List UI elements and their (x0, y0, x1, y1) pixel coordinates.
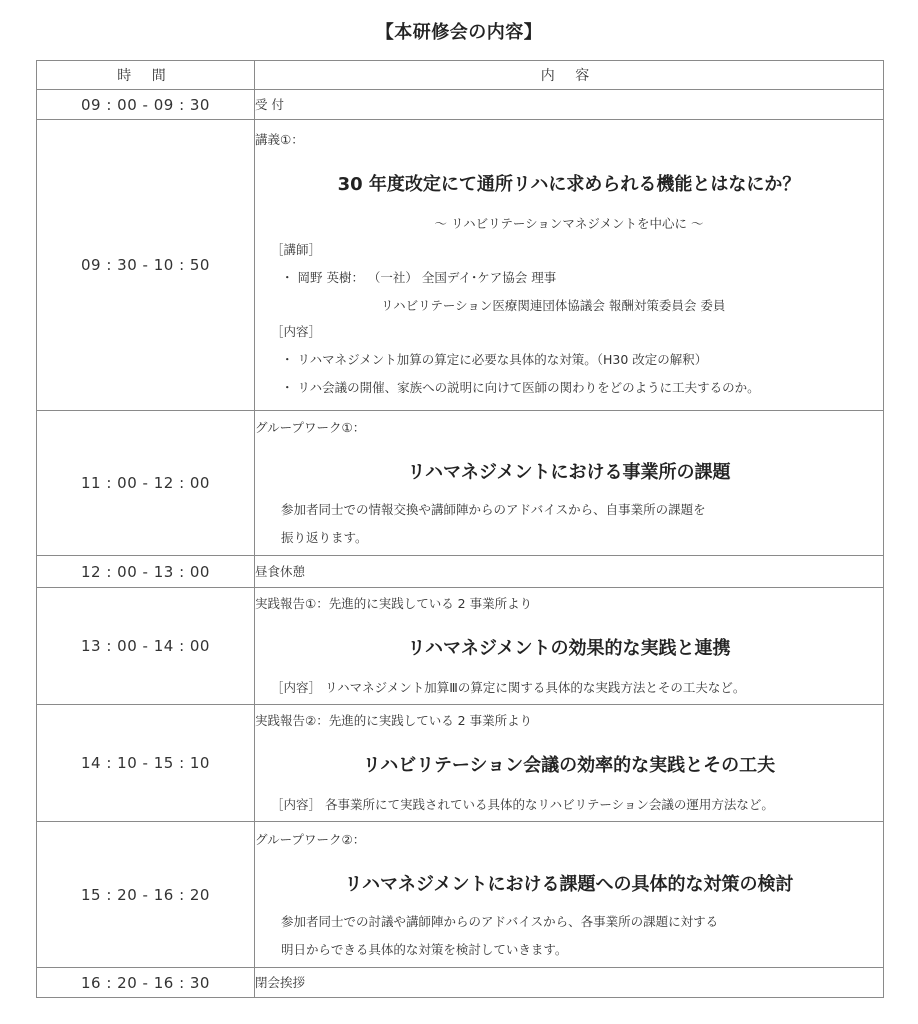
content-cell: 受 付 (255, 90, 884, 120)
table-row (37, 588, 884, 705)
session-label: 実践報告②：先進的に実践している 2 事業所より (255, 713, 533, 728)
table-row (37, 120, 884, 411)
time-cell: 13 : 00 - 14 : 00 (37, 588, 255, 705)
session-description: 明日からできる具体的な対策を検討していきます。 (281, 941, 568, 957)
lecturer-line: ・ 岡野 英樹： （一社） 全国デイ･ケア協会 理事 (281, 270, 557, 285)
time-cell: 11 : 00 - 12 : 00 (37, 411, 255, 556)
session-description: 振り返ります。 (281, 530, 368, 545)
session-headline: リハマネジメントの効果的な実践と連携 (407, 638, 731, 659)
content-bullet: ・ リハ会議の開催、家族への説明に向けて医師の関わりをどのように工夫するのか。 (281, 380, 760, 395)
content-cell: 昼食休憩 (255, 556, 884, 588)
session-headline: リハマネジメントにおける課題への具体的な対策の検討 (344, 873, 794, 895)
session-detail: ［内容］ リハマネジメント加算Ⅲの算定に関する具体的な実践方法とその工夫など。 (271, 680, 746, 695)
time-cell: 12 : 00 - 13 : 00 (37, 556, 255, 588)
session-description: 参加者同士での情報交換や講師陣からのアドバイスから、自事業所の課題を (281, 502, 706, 517)
content-cell (255, 588, 884, 705)
time-cell: 16 : 20 - 16 : 30 (37, 968, 255, 998)
content-cell (255, 411, 884, 556)
table-row (37, 705, 884, 822)
session-headline: リハマネジメントにおける事業所の課題 (407, 462, 731, 483)
header-content: 内 容 (255, 61, 884, 90)
content-cell (255, 120, 884, 411)
table-header-row (37, 61, 884, 90)
content-cell: 閉会挨拶 (255, 968, 884, 998)
session-label: 実践報告①：先進的に実践している 2 事業所より (255, 596, 533, 611)
schedule-table (36, 60, 884, 998)
session-subtitle: ～ リハビリテーションマネジメントを中心に ～ (434, 216, 704, 231)
time-cell: 14 : 10 - 15 : 10 (37, 705, 255, 822)
session-detail: ［内容］ 各事業所にて実践されている具体的なリハビリテーション会議の運用方法など。 (271, 797, 774, 812)
table-row (37, 556, 884, 588)
time-cell: 15 : 20 - 16 : 20 (37, 822, 255, 968)
header-time: 時 間 (37, 61, 255, 90)
session-headline: 30 年度改定にて通所リハに求められる機能とはなにか？ (337, 174, 801, 195)
lecturer-heading: ［講師］ (271, 242, 322, 257)
time-cell: 09 : 00 - 09 : 30 (37, 90, 255, 120)
time-cell: 09 : 30 - 10 : 50 (37, 120, 255, 411)
session-label: グループワーク②： (255, 831, 366, 847)
session-label: グループワーク①： (255, 420, 366, 435)
session-description: 参加者同士での討議や講師陣からのアドバイスから、各事業所の課題に対する (281, 913, 719, 929)
table-row (37, 968, 884, 998)
table-row (37, 90, 884, 120)
content-cell (255, 822, 884, 968)
session-label: 講義①： (255, 132, 304, 147)
content-bullet: ・ リハマネジメント加算の算定に必要な具体的な対策。（H30 改定の解釈） (281, 352, 708, 367)
table-row (37, 822, 884, 968)
lecturer-line: リハビリテーション医療関連団体協議会 報酬対策委員会 委員 (381, 298, 726, 313)
session-headline: リハビリテーション会議の効率的な実践とその工夫 (362, 755, 776, 776)
content-heading: ［内容］ (271, 324, 322, 339)
document-title: 【本研修会の内容】 (375, 22, 543, 43)
table-row (37, 411, 884, 556)
content-cell (255, 705, 884, 822)
